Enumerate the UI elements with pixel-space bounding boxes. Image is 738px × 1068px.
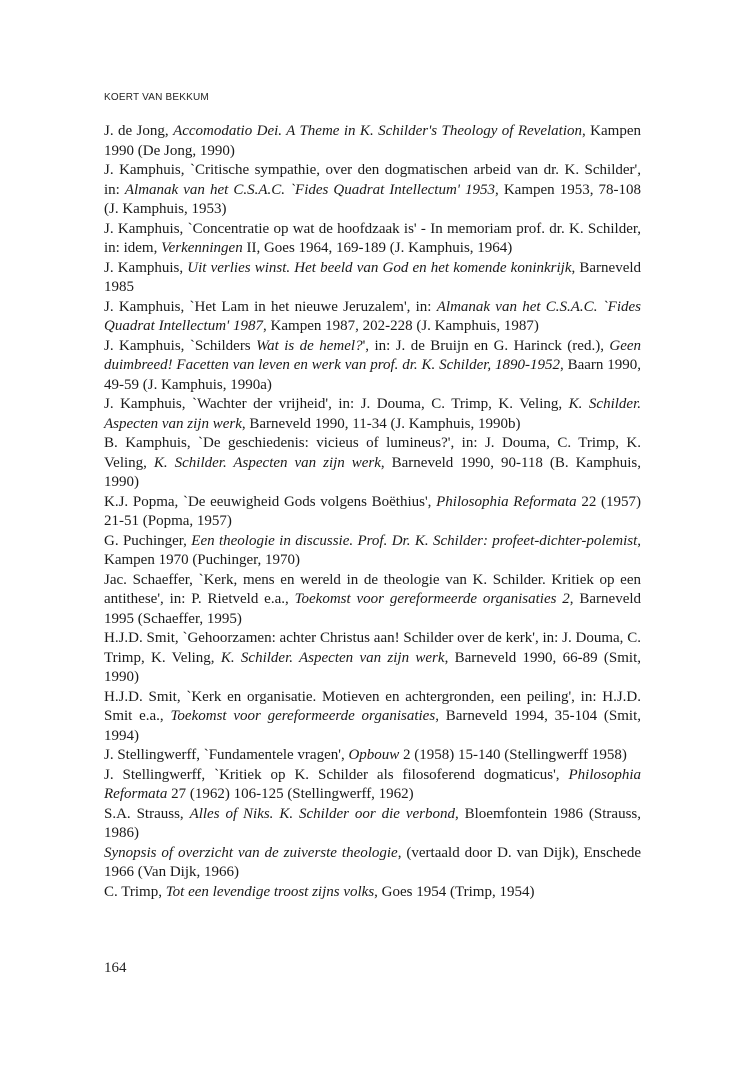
entry-title: Alles of Niks. K. Schilder oor die verbond [189,805,455,822]
entry-text: , Barneveld 1995 (Schaeffer, 1995) [104,591,642,627]
entry-text: , Kampen 1970 (Puchinger, 1970) [104,532,641,568]
bibliography-entry [104,844,641,883]
bibliography-entry [104,161,641,220]
bibliography-entry [104,883,641,903]
entry-text: C. Trimp, [104,883,166,900]
entry-text: , (vertaald door D. van Dijk), Enschede 1966 (Van Dijk, 1966) [104,844,641,880]
bibliography-entry [104,122,641,161]
entry-text: , Bloemfontein 1986 (Strauss, 1986) [104,805,641,841]
page-number: 164 [104,960,127,976]
entry-text: , Barneveld 1985 [104,259,642,295]
bibliography-entry [104,532,641,571]
entry-title: Almanak van het C.S.A.C. `Fides Quadrat Intellectum' 1953 [124,181,496,198]
entry-text: , Barneveld 1990, 66-89 (Smit, 1990) [104,649,641,685]
entry-text: J. de Jong, [104,123,174,139]
entry-text: J. Kamphuis, `Schilders [104,337,257,354]
entry-text: J. Kamphuis, `Critische sympathie, over den dogmatischen arbeid van dr. K. Schilder', in: [104,162,641,198]
entry-text: , Barneveld 1990, 11-34 (J. Kamphuis, 1990b) [241,415,521,432]
bibliography-entry [104,298,641,337]
entry-text: B. Kamphuis, `De geschiedenis: vicieus of lumineus?', in: J. Douma, C. Trimp, K. Veling, [104,435,641,471]
bibliography-entry [104,259,641,298]
entry-text: , Goes 1954 (Trimp, 1954) [374,883,535,900]
bibliography-entry [104,766,641,805]
entry-title: Philosophia Reformata [436,493,577,510]
entry-text: S.A. Strauss, [104,805,190,822]
entry-title: Almanak van het C.S.A.C. `Fides Quadrat Intellectum' 1987 [104,298,642,334]
entry-text: Jac. Schaeffer, `Kerk, mens en wereld in de theologie van K. Schilder. Kritiek op een antithese', in: P. Rietveld e.a., [104,571,641,607]
bibliography-entry [104,337,641,396]
entry-text: , Barneveld 1994, 35-104 (Smit, 1994) [104,708,641,744]
entry-text: H.J.D. Smit, `Kerk en organisatie. Motieven en achtergronden, een peiling', in: H.J.D. Smit e.a., [104,688,641,724]
entry-text: II, Goes 1964, 169-189 (J. Kamphuis, 1964) [242,240,513,256]
entry-title: Wat is de hemel? [256,337,363,354]
entry-text: , Kampen 1953, 78-108 (J. Kamphuis, 1953) [104,181,642,217]
entry-title: Tot een levendige troost zijns volks [165,883,375,900]
bibliography-entry [104,493,641,532]
bibliography-entry [104,688,641,747]
entry-title: K. Schilder. Aspecten van zijn werk [220,649,445,666]
bibliography-entry [104,434,641,493]
entry-text: 27 (1962) 106-125 (Stellingwerff, 1962) [167,786,414,802]
entry-title: Philosophia Reformata [104,766,641,802]
entry-title: K. Schilder. Aspecten van zijn werk [153,454,381,471]
entry-text: ', in: J. de Bruijn en G. Harinck (red.), [362,337,610,354]
running-head: KOERT VAN BEKKUM [104,92,209,103]
entry-text: J. Stellingwerff, `Fundamentele vragen', [104,747,349,763]
entry-title: Een theologie in discussie. Prof. Dr. K. Schilder: profeet-dichter-polemist [191,532,638,549]
entry-text: J. Kamphuis, [104,259,188,276]
entry-title: K. Schilder. Aspecten van zijn werk [104,396,641,432]
entry-title: Verkenningen [161,240,243,256]
bibliography-entry [104,571,641,630]
entry-text: , Barneveld 1990, 90-118 (B. Kamphuis, 1990) [104,454,642,490]
entry-text: H.J.D. Smit, `Gehoorzamen: achter Christus aan! Schilder over de kerk', in: J. Douma, C. Trimp, K. Veling, [104,630,641,666]
entry-text: J. Kamphuis, `Concentratie op wat de hoofdzaak is' - In memoriam prof. dr. K. Schilder, in: idem, [104,220,641,256]
bibliography-entry [104,746,641,766]
entry-title: Toekomst voor gereformeerde organisaties [170,708,436,724]
bibliography-entry [104,805,641,844]
bibliography-list [104,122,641,902]
entry-text: 22 (1957) 21-51 (Popma, 1957) [104,493,641,529]
entry-text: J. Kamphuis, `Het Lam in het nieuwe Jeruzalem', in: [104,298,437,315]
entry-title: Uit verlies winst. Het beeld van God en het komende koninkrijk [187,259,572,276]
entry-title: Toekomst voor gereformeerde organisaties 2 [294,591,570,607]
entry-text: , Kampen 1990 (De Jong, 1990) [104,123,641,159]
bibliography-entry [104,629,641,688]
entry-title: Synopsis of overzicht van de zuiverste theologie [104,844,398,861]
entry-text: G. Puchinger, [104,532,192,549]
entry-text: J. Stellingwerff, `Kritiek op K. Schilder als filosoferend dogmaticus', [104,766,569,783]
entry-text: J. Kamphuis, `Wachter der vrijheid', in: J. Douma, C. Trimp, K. Veling, [104,396,569,412]
entry-title: Geen duimbreed! Facetten van leven en werk van prof. dr. K. Schilder, 1890-1952 [104,337,642,373]
entry-title: Opbouw [348,747,400,763]
entry-text: , Baarn 1990, 49-59 (J. Kamphuis, 1990a) [104,357,641,393]
entry-text: , Kampen 1987, 202-228 (J. Kamphuis, 1987) [263,318,539,334]
bibliography-entry [104,395,641,434]
entry-text: 2 (1958) 15-140 (Stellingwerff 1958) [399,747,627,763]
entry-text: K.J. Popma, `De eeuwigheid Gods volgens Boëthius', [104,493,437,510]
entry-title: Accomodatio Dei. A Theme in K. Schilder's Theology of Revelation [173,123,582,139]
bibliography-entry [104,220,641,259]
